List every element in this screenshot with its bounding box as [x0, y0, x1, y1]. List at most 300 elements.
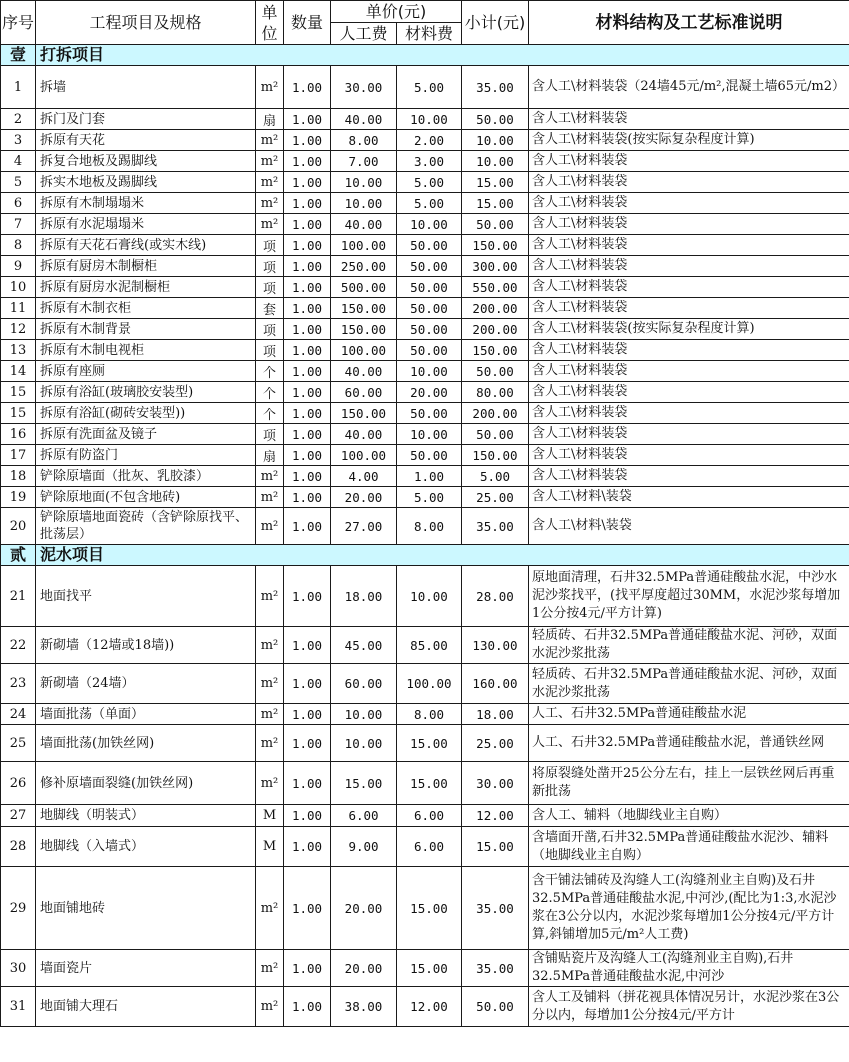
item-name: 拆原有座厕 [36, 361, 256, 382]
row-index: 15 [1, 403, 36, 424]
row-index: 27 [1, 805, 36, 827]
row-index: 16 [1, 424, 36, 445]
table-row [1, 340, 849, 361]
item-qty: 1.00 [284, 361, 331, 382]
item-name: 拆原有厨房木制橱柜 [36, 256, 256, 277]
item-qty: 1.00 [284, 214, 331, 235]
table-row [1, 382, 849, 403]
item-subtotal: 200.00 [462, 403, 529, 424]
item-labor-cost: 15.00 [331, 762, 397, 805]
item-material-cost: 15.00 [397, 950, 462, 987]
item-qty: 1.00 [284, 235, 331, 256]
item-unit: 扇 [256, 445, 284, 466]
item-unit: m² [256, 762, 284, 805]
item-material-cost: 50.00 [397, 319, 462, 340]
item-name: 地脚线（明装式） [36, 805, 256, 827]
item-name: 拆墙 [36, 66, 256, 109]
item-name: 拆原有木制塌塌米 [36, 193, 256, 214]
item-name: 拆复合地板及踢脚线 [36, 151, 256, 172]
item-qty: 1.00 [284, 827, 331, 867]
item-name: 墙面批荡（单面） [36, 704, 256, 725]
table-row [1, 172, 849, 193]
item-description: 含人工\材料装袋 [529, 193, 849, 214]
row-index: 1 [1, 66, 36, 109]
item-subtotal: 15.00 [462, 172, 529, 193]
item-description: 轻质砖、石井32.5MPa普通硅酸盐水泥、河砂，双面水泥沙浆批荡 [529, 627, 849, 664]
row-index: 3 [1, 130, 36, 151]
item-unit: m² [256, 725, 284, 762]
item-description: 含人工\材料装袋 [529, 445, 849, 466]
item-name: 地脚线（入墙式） [36, 827, 256, 867]
item-name: 拆实木地板及踢脚线 [36, 172, 256, 193]
table-row [1, 508, 849, 545]
item-unit: 项 [256, 277, 284, 298]
item-subtotal: 50.00 [462, 214, 529, 235]
item-unit: M [256, 805, 284, 827]
item-subtotal: 10.00 [462, 130, 529, 151]
item-description: 人工、石井32.5MPa普通硅酸盐水泥，普通铁丝网 [529, 725, 849, 762]
item-labor-cost: 500.00 [331, 277, 397, 298]
item-subtotal: 15.00 [462, 827, 529, 867]
item-subtotal: 18.00 [462, 704, 529, 725]
item-subtotal: 130.00 [462, 627, 529, 664]
item-description: 含干铺法铺砖及沟缝人工(沟缝剂业主自购)及石井32.5MPa普通硅酸盐水泥,中河沙,(配比为1:3,水泥沙浆在3公分以内，水泥沙浆每增加1公分按4元/平方计算,斜铺增加5元/m²人工费) [529, 867, 849, 950]
item-labor-cost: 9.00 [331, 827, 397, 867]
item-description: 含人工\材料装袋 [529, 466, 849, 487]
row-index: 4 [1, 151, 36, 172]
item-labor-cost: 38.00 [331, 987, 397, 1027]
item-labor-cost: 10.00 [331, 725, 397, 762]
item-description: 含人工\材料装袋 [529, 256, 849, 277]
item-name: 拆原有水泥塌塌米 [36, 214, 256, 235]
row-index: 29 [1, 867, 36, 950]
item-material-cost: 5.00 [397, 66, 462, 109]
item-subtotal: 35.00 [462, 867, 529, 950]
item-unit: m² [256, 867, 284, 950]
section-number: 贰 [1, 545, 36, 566]
item-material-cost: 10.00 [397, 214, 462, 235]
row-index: 15 [1, 382, 36, 403]
item-subtotal: 35.00 [462, 950, 529, 987]
row-index: 10 [1, 277, 36, 298]
item-name: 拆原有厨房水泥制橱柜 [36, 277, 256, 298]
item-material-cost: 50.00 [397, 445, 462, 466]
item-name: 拆原有木制电视柜 [36, 340, 256, 361]
table-row [1, 762, 849, 805]
item-qty: 1.00 [284, 172, 331, 193]
item-labor-cost: 6.00 [331, 805, 397, 827]
item-unit: m² [256, 151, 284, 172]
header-labor: 人工费 [331, 23, 397, 45]
item-material-cost: 5.00 [397, 487, 462, 508]
row-index: 18 [1, 466, 36, 487]
item-description: 含铺贴瓷片及沟缝人工(沟缝剂业主自购),石井32.5MPa普通硅酸盐水泥,中河沙 [529, 950, 849, 987]
table-body [1, 45, 849, 1027]
item-qty: 1.00 [284, 151, 331, 172]
item-name: 墙面瓷片 [36, 950, 256, 987]
row-index: 24 [1, 704, 36, 725]
item-qty: 1.00 [284, 704, 331, 725]
item-subtotal: 50.00 [462, 109, 529, 130]
item-qty: 1.00 [284, 66, 331, 109]
item-name: 新砌墙（12墙或18墙)) [36, 627, 256, 664]
item-unit: m² [256, 193, 284, 214]
item-qty: 1.00 [284, 762, 331, 805]
item-qty: 1.00 [284, 487, 331, 508]
item-name: 拆原有天花石膏线(或实木线) [36, 235, 256, 256]
item-labor-cost: 100.00 [331, 340, 397, 361]
item-labor-cost: 10.00 [331, 172, 397, 193]
item-material-cost: 50.00 [397, 256, 462, 277]
item-qty: 1.00 [284, 130, 331, 151]
item-material-cost: 2.00 [397, 130, 462, 151]
table-row [1, 298, 849, 319]
item-material-cost: 100.00 [397, 664, 462, 704]
item-material-cost: 10.00 [397, 361, 462, 382]
header-material: 材料费 [397, 23, 462, 45]
item-unit: m² [256, 627, 284, 664]
item-description: 原地面清理，石井32.5MPa普通硅酸盐水泥，中沙水泥沙浆找平，(找平厚度超过30MM，水泥沙浆每增加1公分按4元/平方计算) [529, 566, 849, 627]
item-labor-cost: 18.00 [331, 566, 397, 627]
item-labor-cost: 40.00 [331, 109, 397, 130]
item-subtotal: 12.00 [462, 805, 529, 827]
item-unit: m² [256, 214, 284, 235]
item-labor-cost: 30.00 [331, 66, 397, 109]
item-unit: 项 [256, 424, 284, 445]
item-subtotal: 160.00 [462, 664, 529, 704]
item-material-cost: 15.00 [397, 867, 462, 950]
row-index: 22 [1, 627, 36, 664]
item-material-cost: 5.00 [397, 172, 462, 193]
item-qty: 1.00 [284, 340, 331, 361]
item-name: 铲除原墙地面瓷砖（含铲除原找平、批荡层） [36, 508, 256, 545]
item-description: 含人工\材料装袋 [529, 109, 849, 130]
item-subtotal: 25.00 [462, 725, 529, 762]
table-row [1, 193, 849, 214]
item-qty: 1.00 [284, 466, 331, 487]
row-index: 28 [1, 827, 36, 867]
item-name: 铲除原地面(不包含地砖) [36, 487, 256, 508]
item-description: 含墙面开凿,石井32.5MPa普通硅酸盐水泥沙、辅料（地脚线业主自购） [529, 827, 849, 867]
item-unit: m² [256, 66, 284, 109]
item-subtotal: 30.00 [462, 762, 529, 805]
item-material-cost: 50.00 [397, 298, 462, 319]
item-description: 含人工、辅料（地脚线业主自购） [529, 805, 849, 827]
item-name: 拆原有木制衣柜 [36, 298, 256, 319]
item-qty: 1.00 [284, 424, 331, 445]
section-number: 壹 [1, 45, 36, 66]
row-index: 25 [1, 725, 36, 762]
item-subtotal: 150.00 [462, 235, 529, 256]
item-qty: 1.00 [284, 277, 331, 298]
item-labor-cost: 40.00 [331, 214, 397, 235]
item-subtotal: 80.00 [462, 382, 529, 403]
item-subtotal: 550.00 [462, 277, 529, 298]
table-row [1, 627, 849, 664]
item-subtotal: 35.00 [462, 66, 529, 109]
item-labor-cost: 250.00 [331, 256, 397, 277]
row-index: 12 [1, 319, 36, 340]
item-unit: 项 [256, 340, 284, 361]
table-row [1, 725, 849, 762]
table-row [1, 827, 849, 867]
item-name: 新砌墙（24墙） [36, 664, 256, 704]
item-labor-cost: 7.00 [331, 151, 397, 172]
item-name: 拆原有洗面盆及镜子 [36, 424, 256, 445]
header-unit: 单位 [256, 1, 284, 45]
item-unit: m² [256, 172, 284, 193]
header-qty: 数量 [284, 1, 331, 45]
item-unit: m² [256, 664, 284, 704]
row-index: 17 [1, 445, 36, 466]
item-description: 含人工\材料装袋 [529, 361, 849, 382]
table-row [1, 235, 849, 256]
table-row [1, 130, 849, 151]
item-labor-cost: 8.00 [331, 130, 397, 151]
header-item: 工程项目及规格 [36, 1, 256, 45]
item-subtotal: 200.00 [462, 319, 529, 340]
header-index: 序号 [1, 1, 36, 45]
item-description: 含人工\材料装袋 [529, 382, 849, 403]
item-qty: 1.00 [284, 867, 331, 950]
item-unit: 套 [256, 298, 284, 319]
item-qty: 1.00 [284, 319, 331, 340]
item-unit: m² [256, 508, 284, 545]
table-row [1, 987, 849, 1027]
table-row [1, 277, 849, 298]
item-unit: 项 [256, 256, 284, 277]
header-unit-price: 单价(元) [331, 1, 462, 23]
item-qty: 1.00 [284, 256, 331, 277]
item-qty: 1.00 [284, 805, 331, 827]
item-material-cost: 15.00 [397, 762, 462, 805]
item-material-cost: 85.00 [397, 627, 462, 664]
item-unit: m² [256, 987, 284, 1027]
item-description: 含人工\材料装袋 [529, 403, 849, 424]
item-subtotal: 150.00 [462, 445, 529, 466]
table-row [1, 256, 849, 277]
section-title: 打拆项目 [36, 45, 849, 66]
item-subtotal: 28.00 [462, 566, 529, 627]
item-description: 含人工\材料\装袋 [529, 508, 849, 545]
item-description: 人工、石井32.5MPa普通硅酸盐水泥 [529, 704, 849, 725]
row-index: 8 [1, 235, 36, 256]
item-material-cost: 20.00 [397, 382, 462, 403]
item-unit: 个 [256, 403, 284, 424]
item-name: 地面铺地砖 [36, 867, 256, 950]
item-material-cost: 50.00 [397, 403, 462, 424]
item-name: 铲除原墙面（批灰、乳胶漆） [36, 466, 256, 487]
item-qty: 1.00 [284, 664, 331, 704]
item-material-cost: 8.00 [397, 704, 462, 725]
item-description: 含人工\材料装袋 [529, 298, 849, 319]
table-row [1, 214, 849, 235]
item-description: 含人工\材料\装袋 [529, 487, 849, 508]
item-name: 拆原有浴缸(玻璃胶安装型) [36, 382, 256, 403]
row-index: 20 [1, 508, 36, 545]
table-row [1, 704, 849, 725]
item-material-cost: 15.00 [397, 725, 462, 762]
item-unit: M [256, 827, 284, 867]
item-material-cost: 50.00 [397, 340, 462, 361]
item-labor-cost: 100.00 [331, 235, 397, 256]
table-row [1, 950, 849, 987]
row-index: 14 [1, 361, 36, 382]
item-description: 含人工\材料装袋 [529, 340, 849, 361]
item-description: 含人工\材料装袋 [529, 172, 849, 193]
item-qty: 1.00 [284, 193, 331, 214]
table-row [1, 319, 849, 340]
row-index: 2 [1, 109, 36, 130]
item-unit: 项 [256, 319, 284, 340]
item-subtotal: 50.00 [462, 987, 529, 1027]
table-row [1, 487, 849, 508]
item-labor-cost: 20.00 [331, 867, 397, 950]
item-labor-cost: 4.00 [331, 466, 397, 487]
table-row [1, 805, 849, 827]
item-description: 含人工\材料装袋 [529, 277, 849, 298]
item-qty: 1.00 [284, 725, 331, 762]
item-description: 将原裂缝处凿开25公分左右，挂上一层铁丝网后再重新批荡 [529, 762, 849, 805]
section-title: 泥水项目 [36, 545, 849, 566]
row-index: 7 [1, 214, 36, 235]
item-unit: 项 [256, 235, 284, 256]
item-name: 拆原有天花 [36, 130, 256, 151]
table-row [1, 424, 849, 445]
section-row [1, 45, 849, 66]
item-qty: 1.00 [284, 987, 331, 1027]
section-row [1, 545, 849, 566]
item-description: 含人工及铺料（拼花视具体情况另计，水泥沙浆在3公分以内，每增加1公分按4元/平方计 [529, 987, 849, 1027]
item-name: 拆原有防盗门 [36, 445, 256, 466]
row-index: 21 [1, 566, 36, 627]
item-name: 修补原墙面裂缝(加铁丝网) [36, 762, 256, 805]
item-material-cost: 50.00 [397, 235, 462, 256]
header-subtotal: 小计(元) [462, 1, 529, 45]
item-material-cost: 10.00 [397, 109, 462, 130]
item-description: 含人工\材料装袋 [529, 235, 849, 256]
table-row [1, 445, 849, 466]
item-subtotal: 150.00 [462, 340, 529, 361]
item-labor-cost: 45.00 [331, 627, 397, 664]
item-labor-cost: 150.00 [331, 319, 397, 340]
item-material-cost: 6.00 [397, 827, 462, 867]
item-unit: m² [256, 950, 284, 987]
item-name: 地面铺大理石 [36, 987, 256, 1027]
row-index: 19 [1, 487, 36, 508]
item-subtotal: 50.00 [462, 424, 529, 445]
item-subtotal: 300.00 [462, 256, 529, 277]
item-labor-cost: 150.00 [331, 403, 397, 424]
item-subtotal: 25.00 [462, 487, 529, 508]
row-index: 23 [1, 664, 36, 704]
item-labor-cost: 20.00 [331, 487, 397, 508]
item-unit: m² [256, 487, 284, 508]
item-labor-cost: 100.00 [331, 445, 397, 466]
item-qty: 1.00 [284, 382, 331, 403]
table-row [1, 403, 849, 424]
item-labor-cost: 20.00 [331, 950, 397, 987]
item-name: 地面找平 [36, 566, 256, 627]
item-material-cost: 3.00 [397, 151, 462, 172]
item-unit: m² [256, 704, 284, 725]
item-labor-cost: 40.00 [331, 424, 397, 445]
item-material-cost: 10.00 [397, 424, 462, 445]
item-name: 拆原有浴缸(砌砖安装型)) [36, 403, 256, 424]
item-material-cost: 5.00 [397, 193, 462, 214]
item-labor-cost: 27.00 [331, 508, 397, 545]
item-material-cost: 12.00 [397, 987, 462, 1027]
item-name: 拆原有木制背景 [36, 319, 256, 340]
item-material-cost: 8.00 [397, 508, 462, 545]
item-labor-cost: 10.00 [331, 193, 397, 214]
item-qty: 1.00 [284, 627, 331, 664]
item-unit: 个 [256, 382, 284, 403]
item-labor-cost: 40.00 [331, 361, 397, 382]
row-index: 9 [1, 256, 36, 277]
item-labor-cost: 10.00 [331, 704, 397, 725]
item-qty: 1.00 [284, 403, 331, 424]
item-qty: 1.00 [284, 109, 331, 130]
row-index: 30 [1, 950, 36, 987]
table-row [1, 664, 849, 704]
item-qty: 1.00 [284, 950, 331, 987]
item-description: 含人工\材料装袋 [529, 424, 849, 445]
item-subtotal: 200.00 [462, 298, 529, 319]
row-index: 11 [1, 298, 36, 319]
item-material-cost: 6.00 [397, 805, 462, 827]
table-row [1, 109, 849, 130]
item-description: 含人工\材料装袋 [529, 214, 849, 235]
row-index: 26 [1, 762, 36, 805]
item-subtotal: 15.00 [462, 193, 529, 214]
item-qty: 1.00 [284, 508, 331, 545]
item-unit: m² [256, 466, 284, 487]
table-row [1, 66, 849, 109]
item-description: 含人工\材料装袋(按实际复杂程度计算) [529, 130, 849, 151]
item-unit: 扇 [256, 109, 284, 130]
item-subtotal: 5.00 [462, 466, 529, 487]
row-index: 31 [1, 987, 36, 1027]
item-description: 含人工\材料装袋 [529, 151, 849, 172]
item-name: 拆门及门套 [36, 109, 256, 130]
item-qty: 1.00 [284, 445, 331, 466]
table-row [1, 566, 849, 627]
item-material-cost: 50.00 [397, 277, 462, 298]
item-qty: 1.00 [284, 566, 331, 627]
item-subtotal: 35.00 [462, 508, 529, 545]
table-row [1, 151, 849, 172]
item-description: 含人工\材料装袋（24墙45元/m²,混凝土墙65元/m2） [529, 66, 849, 109]
item-subtotal: 50.00 [462, 361, 529, 382]
item-material-cost: 1.00 [397, 466, 462, 487]
item-unit: 个 [256, 361, 284, 382]
item-labor-cost: 60.00 [331, 664, 397, 704]
item-labor-cost: 60.00 [331, 382, 397, 403]
item-subtotal: 10.00 [462, 151, 529, 172]
table-row [1, 466, 849, 487]
table-row [1, 361, 849, 382]
row-index: 13 [1, 340, 36, 361]
row-index: 6 [1, 193, 36, 214]
table-row [1, 867, 849, 950]
item-qty: 1.00 [284, 298, 331, 319]
row-index: 5 [1, 172, 36, 193]
item-description: 含人工\材料装袋(按实际复杂程度计算) [529, 319, 849, 340]
item-material-cost: 10.00 [397, 566, 462, 627]
item-name: 墙面批荡(加铁丝网) [36, 725, 256, 762]
item-unit: m² [256, 130, 284, 151]
